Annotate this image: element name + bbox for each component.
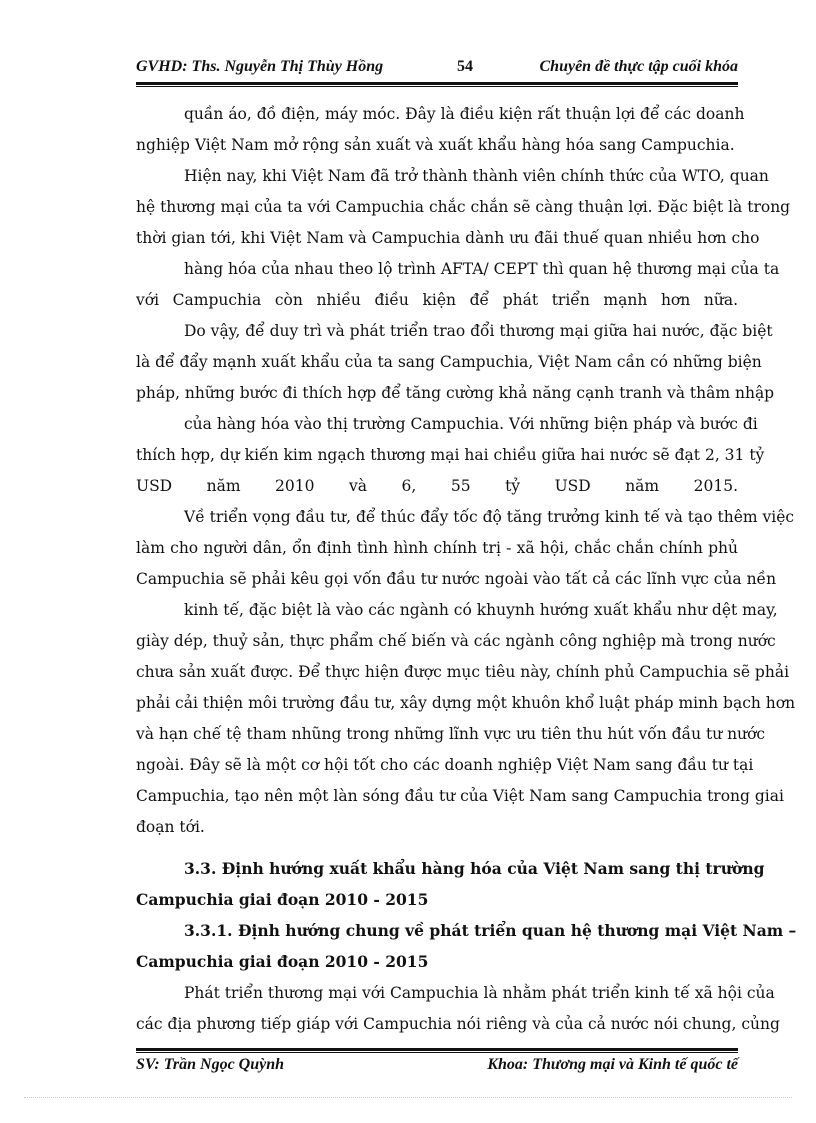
body-line: và hạn chế tệ tham nhũng trong những lĩnh vực ưu tiên thu hút vốn đầu tư nước xyxy=(136,725,766,743)
page-bottom-dotted-line xyxy=(24,1097,792,1098)
body-line: của hàng hóa vào thị trường Campuchia. Với những biện pháp và bước đi xyxy=(184,415,758,433)
body-line: Campuchia sẽ phải kêu gọi vốn đầu tư nước ngoài vào tất cả các lĩnh vực của nền xyxy=(136,570,777,588)
body-line: là để đẩy mạnh xuất khẩu của ta sang Campuchia, Việt Nam cần có những biện xyxy=(136,353,762,371)
body-line: Do vậy, để duy trì và phát triển trao đổi thương mại giữa hai nước, đặc biệt xyxy=(184,322,773,340)
body-line: quần áo, đồ điện, máy móc. Đây là điều kiện rất thuận lợi để các doanh xyxy=(184,105,745,123)
body-line: pháp, những bước đi thích hợp để tăng cường khả năng cạnh tranh và thâm nhập xyxy=(136,384,775,402)
body-line: Phát triển thương mại với Campuchia là nhằm phát triển kinh tế xã hội của xyxy=(184,984,775,1002)
body-line: USD năm 2010 và 6, 55 tỷ USD năm 2015. xyxy=(136,477,738,495)
body-line: hàng hóa của nhau theo lộ trình AFTA/ CEPT thì quan hệ thương mại của ta xyxy=(184,260,780,278)
page-number: 54 xyxy=(457,58,473,75)
body-line: hệ thương mại của ta với Campuchia chắc chắn sẽ càng thuận lợi. Đặc biệt là trong xyxy=(136,198,791,216)
section-heading: 3.3. Định hướng xuất khẩu hàng hóa của Việt Nam sang thị trường xyxy=(184,859,765,878)
footer-faculty: Khoa: Thương mại và Kinh tế quốc tế xyxy=(487,1056,738,1073)
body-line: thích hợp, dự kiến kim ngạch thương mại hai chiều giữa hai nước sẽ đạt 2, 31 tỷ xyxy=(136,446,765,464)
body-line: phải cải thiện môi trường đầu tư, xây dựng một khuôn khổ luật pháp minh bạch hơn xyxy=(136,694,796,712)
footer-student: SV: Trần Ngọc Quỳnh xyxy=(136,1056,285,1073)
body-line: ngoài. Đây sẽ là một cơ hội tốt cho các doanh nghiệp Việt Nam sang đầu tư tại xyxy=(136,756,754,774)
body-line: làm cho người dân, ổn định tình hình chính trị - xã hội, chắc chắn chính phủ xyxy=(136,539,738,557)
body-line: kinh tế, đặc biệt là vào các ngành có khuynh hướng xuất khẩu như dệt may, xyxy=(184,601,778,619)
body-line: các địa phương tiếp giáp với Campuchia nói riêng và của cả nước nói chung, củng xyxy=(136,1015,780,1033)
subsection-heading: 3.3.1. Định hướng chung về phát triển quan hệ thương mại Việt Nam – xyxy=(184,921,797,940)
subsection-heading: Campuchia giai đoạn 2010 - 2015 xyxy=(136,952,429,971)
page-header xyxy=(136,58,738,82)
header-report-title: Chuyên đề thực tập cuối khóa xyxy=(539,58,738,75)
footer-rule xyxy=(136,1048,738,1053)
header-rule xyxy=(136,82,738,87)
body-line: Về triển vọng đầu tư, để thúc đẩy tốc độ tăng trưởng kinh tế và tạo thêm việc xyxy=(184,508,795,526)
body-line: đoạn tới. xyxy=(136,818,205,836)
header-supervisor: GVHD: Ths. Nguyễn Thị Thùy Hồng xyxy=(136,58,384,75)
body-line: Hiện nay, khi Việt Nam đã trở thành thành viên chính thức của WTO, quan xyxy=(184,167,769,185)
body-line: với Campuchia còn nhiều điều kiện để phát triển mạnh hơn nữa. xyxy=(136,291,738,309)
body-line: Campuchia, tạo nên một làn sóng đầu tư của Việt Nam sang Campuchia trong giai xyxy=(136,787,784,805)
body-line: thời gian tới, khi Việt Nam và Campuchia dành ưu đãi thuế quan nhiều hơn cho xyxy=(136,229,760,247)
body-line: giày dép, thuỷ sản, thực phẩm chế biến và các ngành công nghiệp mà trong nước xyxy=(136,632,776,650)
section-heading: Campuchia giai đoạn 2010 - 2015 xyxy=(136,890,429,909)
page-footer xyxy=(136,1056,738,1078)
body-line: chưa sản xuất được. Để thực hiện được mục tiêu này, chính phủ Campuchia sẽ phải xyxy=(136,663,790,681)
body-line: nghiệp Việt Nam mở rộng sản xuất và xuất khẩu hàng hóa sang Campuchia. xyxy=(136,136,735,154)
